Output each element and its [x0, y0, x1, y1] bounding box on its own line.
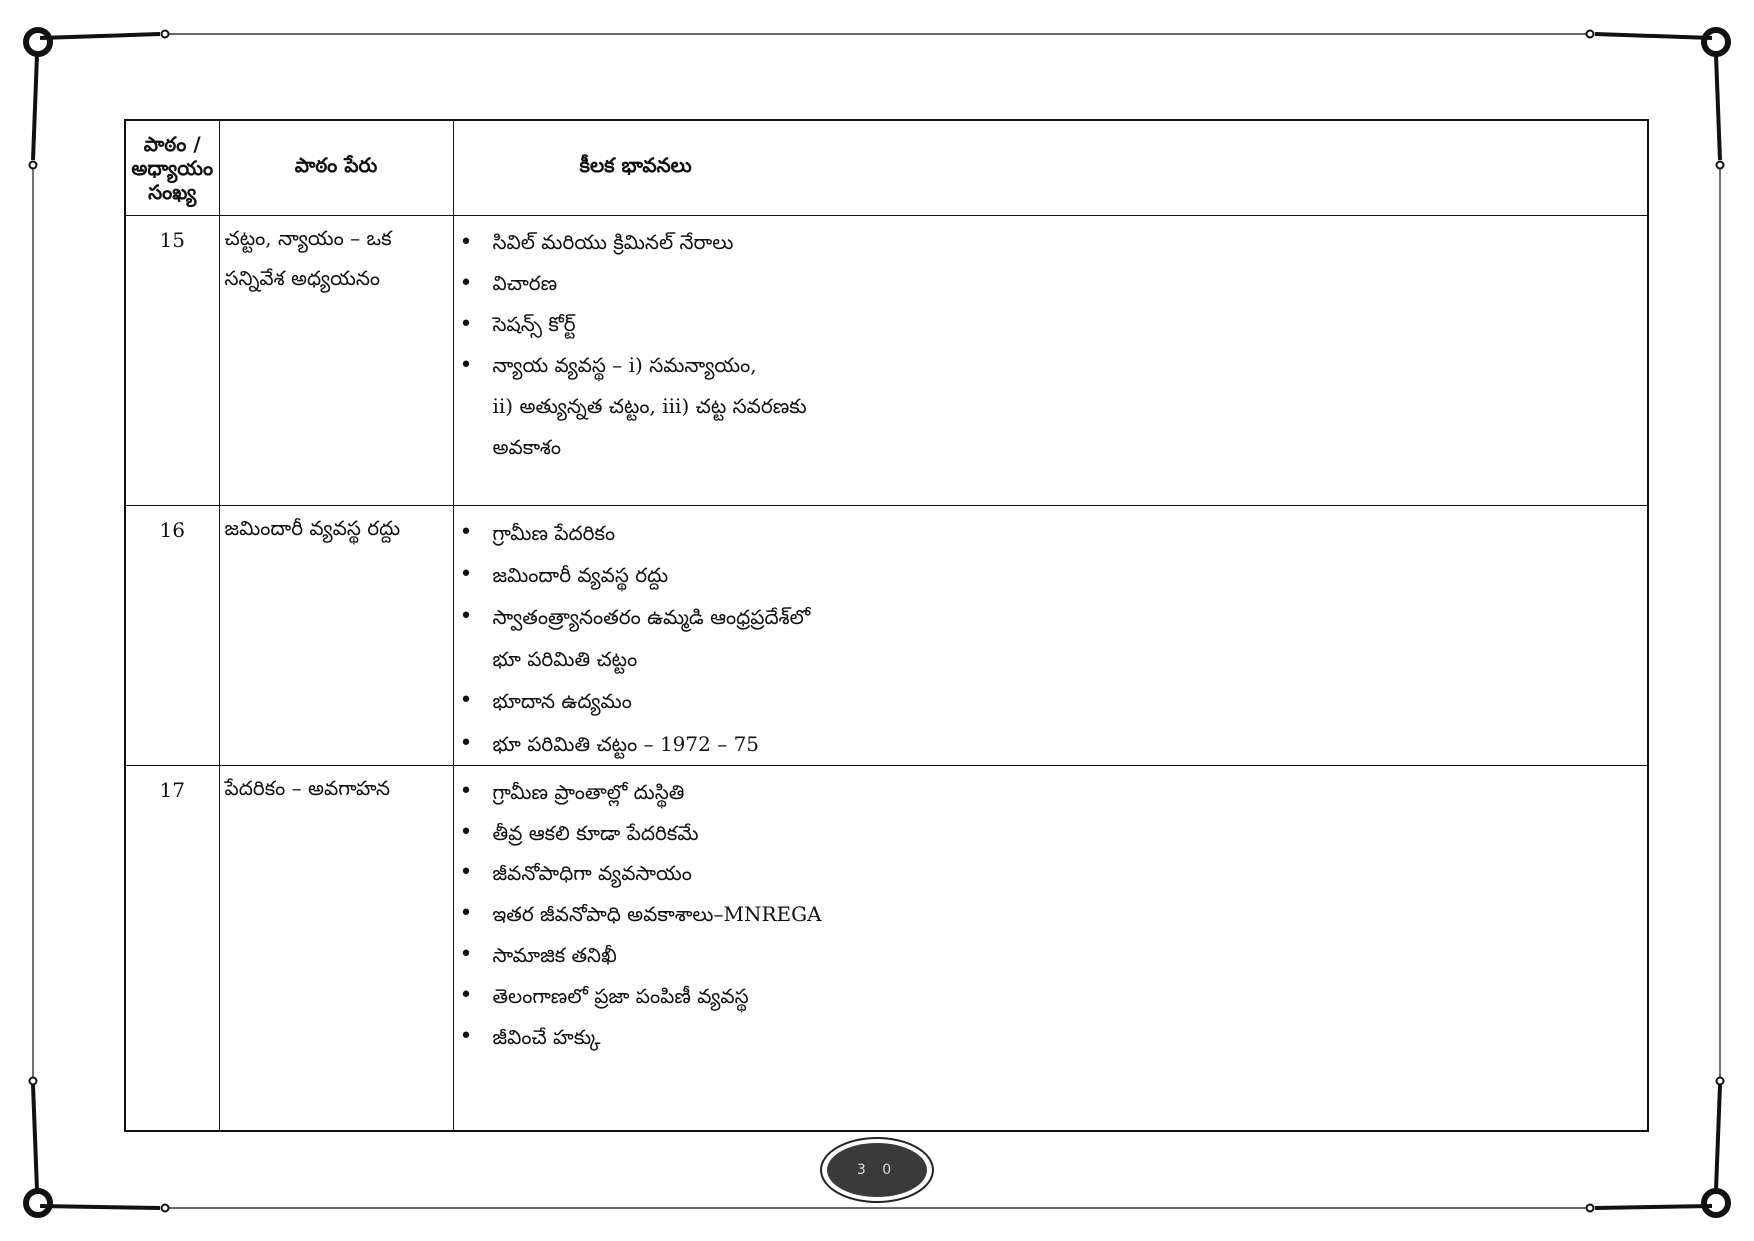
concept-item: • భూదాన ఉద్యమం [454, 680, 1648, 722]
concept-list [454, 216, 1648, 468]
concept-item: • తీవ్ర ఆకలి కూడా పేదరికమే [454, 813, 1648, 854]
key-concepts-cell [453, 215, 1648, 505]
header-lesson-number: పాఠం / అధ్యాయం సంఖ్య [125, 120, 219, 215]
table-row [125, 215, 1648, 505]
key-concepts-cell [453, 505, 1648, 765]
lesson-number: 16 [125, 505, 219, 765]
lesson-name: జమిందారీ వ్యవస్థ రద్దు [219, 505, 453, 765]
header-key-concepts: కీలక భావనలు [453, 120, 1648, 215]
concept-item: • ఇతర జీవనోపాధి అవకాశాలు–MNREGA [454, 894, 1648, 935]
concept-item: • సామాజిక తనిఖీ [454, 935, 1648, 976]
page-number-badge [820, 1137, 934, 1203]
lesson-name: పేదరికం – అవగాహన [219, 765, 453, 1131]
lesson-number: 15 [125, 215, 219, 505]
lesson-name: చట్టం, న్యాయం – ఒక సన్నివేశ అధ్యయనం [219, 215, 453, 505]
page-number: 3 0 [827, 1143, 927, 1197]
concept-item: • భూ పరిమితి చట్టం – 1972 – 75 [454, 723, 1648, 765]
concept-item: • జీవించే హక్కు [454, 1017, 1648, 1058]
table-row [125, 765, 1648, 1131]
lesson-number: 17 [125, 765, 219, 1131]
header-lesson-name: పాఠం పేరు [219, 120, 453, 215]
key-concepts-cell [453, 765, 1648, 1131]
table-header-row [125, 120, 1648, 215]
concept-item: • గ్రామీణ పేదరికం [454, 512, 1648, 554]
concept-item: • సివిల్ మరియు క్రిమినల్ నేరాలు [454, 222, 1648, 263]
concept-item: • న్యాయ వ్యవస్థ – i) సమన్యాయం, ii) అత్యున్నత చట్టం, iii) చట్ట సవరణకు అవకాశం [454, 345, 1648, 468]
concept-list [454, 506, 1648, 765]
concept-item: • స్వాతంత్ర్యానంతరం ఉమ్మడి ఆంధ్రప్రదేశ్‌లో భూ పరిమితి చట్టం [454, 596, 1648, 680]
concept-list [454, 766, 1648, 1058]
syllabus-table [124, 119, 1649, 1132]
concept-item: • జీవనోపాధిగా వ్యవసాయం [454, 853, 1648, 894]
table-row [125, 505, 1648, 765]
concept-item: • తెలంగాణలో ప్రజా పంపిణీ వ్యవస్థ [454, 976, 1648, 1017]
concept-item: • సెషన్స్ కోర్ట్ [454, 304, 1648, 345]
concept-item: • జమిందారీ వ్యవస్థ రద్దు [454, 554, 1648, 596]
concept-item: • గ్రామీణ ప్రాంతాల్లో దుస్థితి [454, 772, 1648, 813]
concept-item: • విచారణ [454, 263, 1648, 304]
